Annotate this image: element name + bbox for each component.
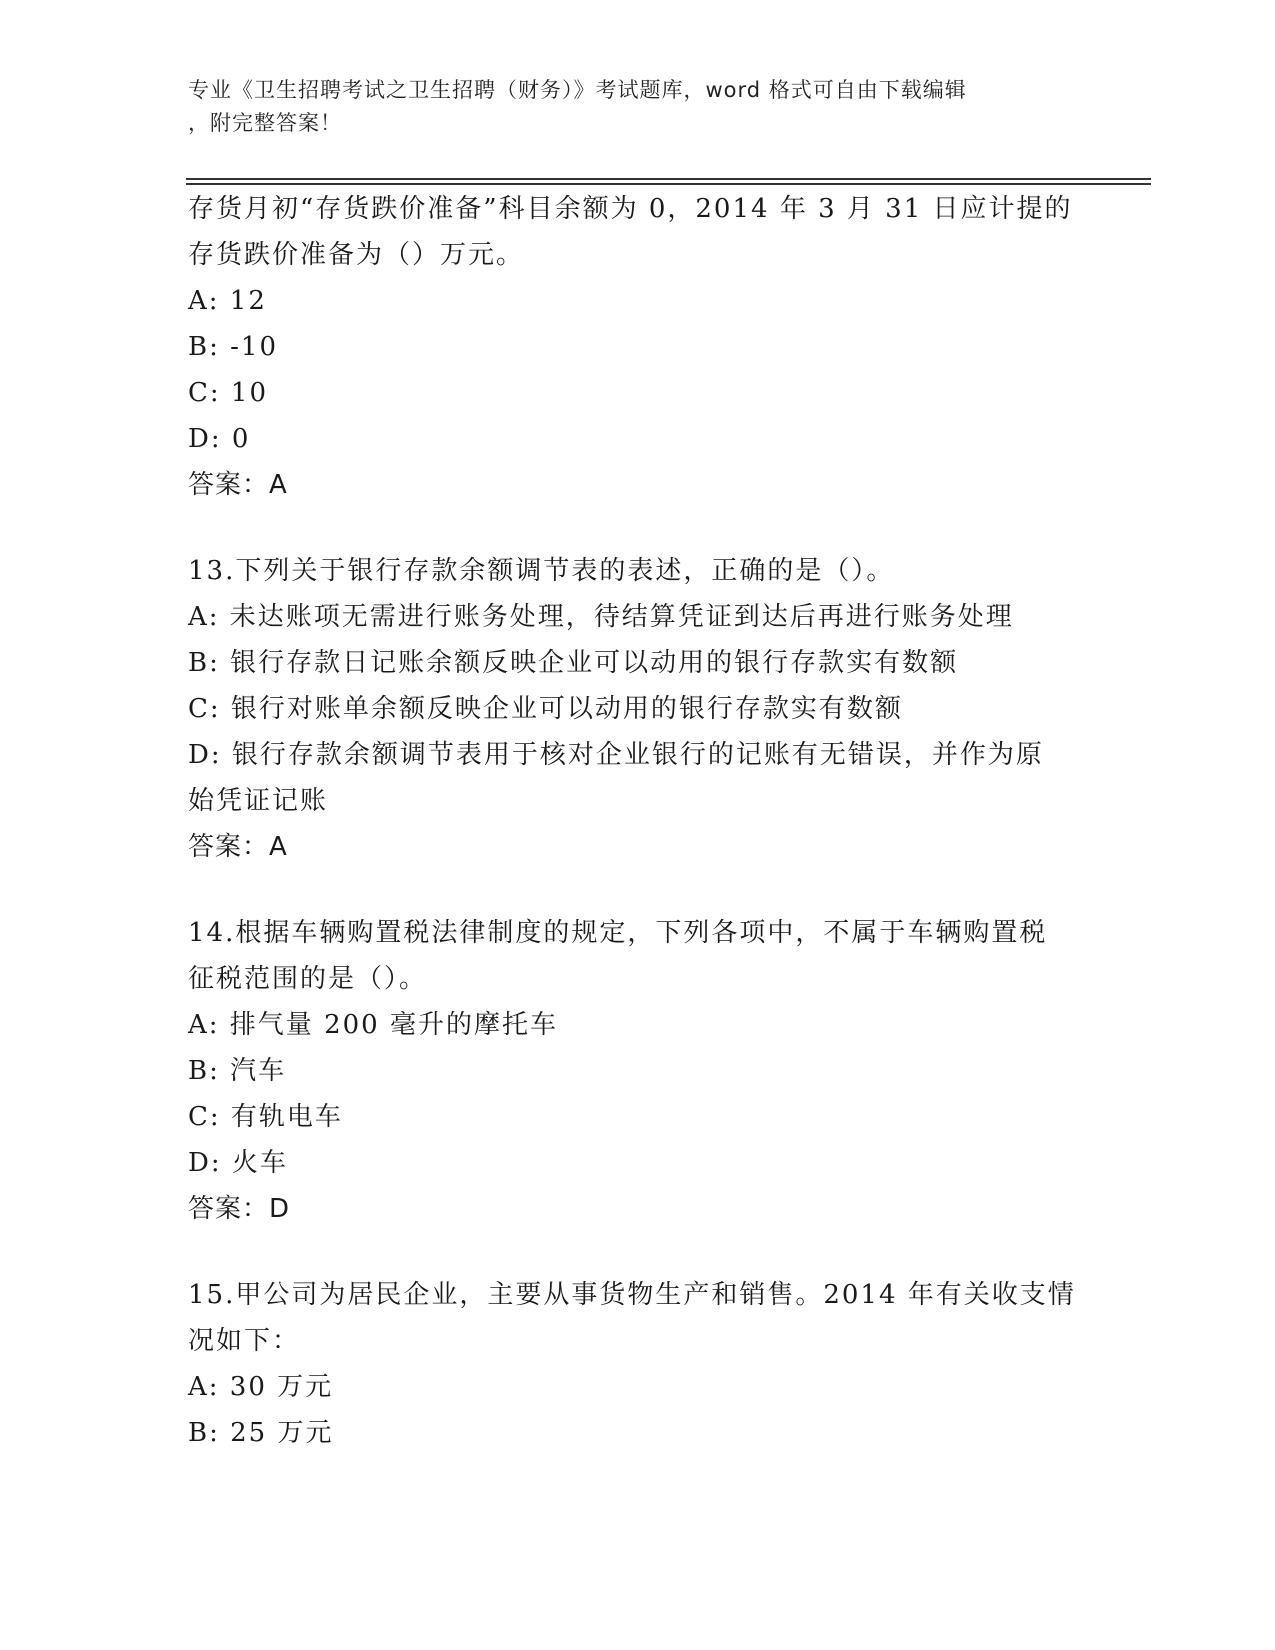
option-c: C: 10 (188, 378, 269, 408)
question-stem-line: 存货跌价准备为（）万元。 (188, 240, 525, 270)
option-c: C: 有轨电车 (188, 1102, 343, 1132)
answer-label: 答案：D (188, 1194, 291, 1224)
question-stem-line: 况如下： (188, 1326, 301, 1356)
option-c: C: 银行对账单余额反映企业可以动用的银行存款实有数额 (188, 694, 903, 724)
question-12 (188, 186, 1088, 508)
option-d: D: 0 (188, 424, 251, 454)
option-b: B: 25 万元 (188, 1418, 334, 1448)
header-divider-top (186, 178, 1151, 180)
option-a: A: 未达账项无需进行账务处理，待结算凭证到达后再进行账务处理 (188, 602, 1014, 632)
header-divider-bottom (186, 183, 1151, 185)
question-stem-line: 14.根据车辆购置税法律制度的规定，下列各项中，不属于车辆购置税 (188, 918, 1048, 948)
question-list (188, 186, 1088, 1456)
option-a: A: 排气量 200 毫升的摩托车 (188, 1010, 558, 1040)
option-d: D: 火车 (188, 1148, 288, 1178)
question-13 (188, 548, 1088, 870)
option-d: D: 银行存款余额调节表用于核对企业银行的记账有无错误，并作为原 (188, 740, 1044, 770)
question-stem-line: 征税范围的是（）。 (188, 964, 428, 994)
option-b: B: -10 (188, 332, 278, 362)
question-15 (188, 1272, 1088, 1456)
header-line-2: ，附完整答案！ (188, 111, 342, 135)
answer-label: 答案：A (188, 832, 288, 862)
header-line-1: 专业《卫生招聘考试之卫生招聘（财务）》考试题库，word 格式可自由下载编辑 (188, 78, 967, 102)
answer-label: 答案：A (188, 470, 288, 500)
question-14 (188, 910, 1088, 1232)
option-b: B: 汽车 (188, 1056, 287, 1086)
question-stem-line: 13.下列关于银行存款余额调节表的表述，正确的是（）。 (188, 556, 895, 586)
option-a: A: 12 (188, 286, 267, 316)
option-b: B: 银行存款日记账余额反映企业可以动用的银行存款实有数额 (188, 648, 959, 678)
question-stem-line: 存货月初“存货跌价准备”科目余额为 0，2014 年 3 月 31 日应计提的 (188, 194, 1073, 224)
document-header (188, 74, 1068, 140)
option-d-continuation: 始凭证记账 (188, 786, 329, 816)
option-a: A: 30 万元 (188, 1372, 334, 1402)
question-stem-line: 15.甲公司为居民企业，主要从事货物生产和销售。2014 年有关收支情 (188, 1280, 1076, 1310)
